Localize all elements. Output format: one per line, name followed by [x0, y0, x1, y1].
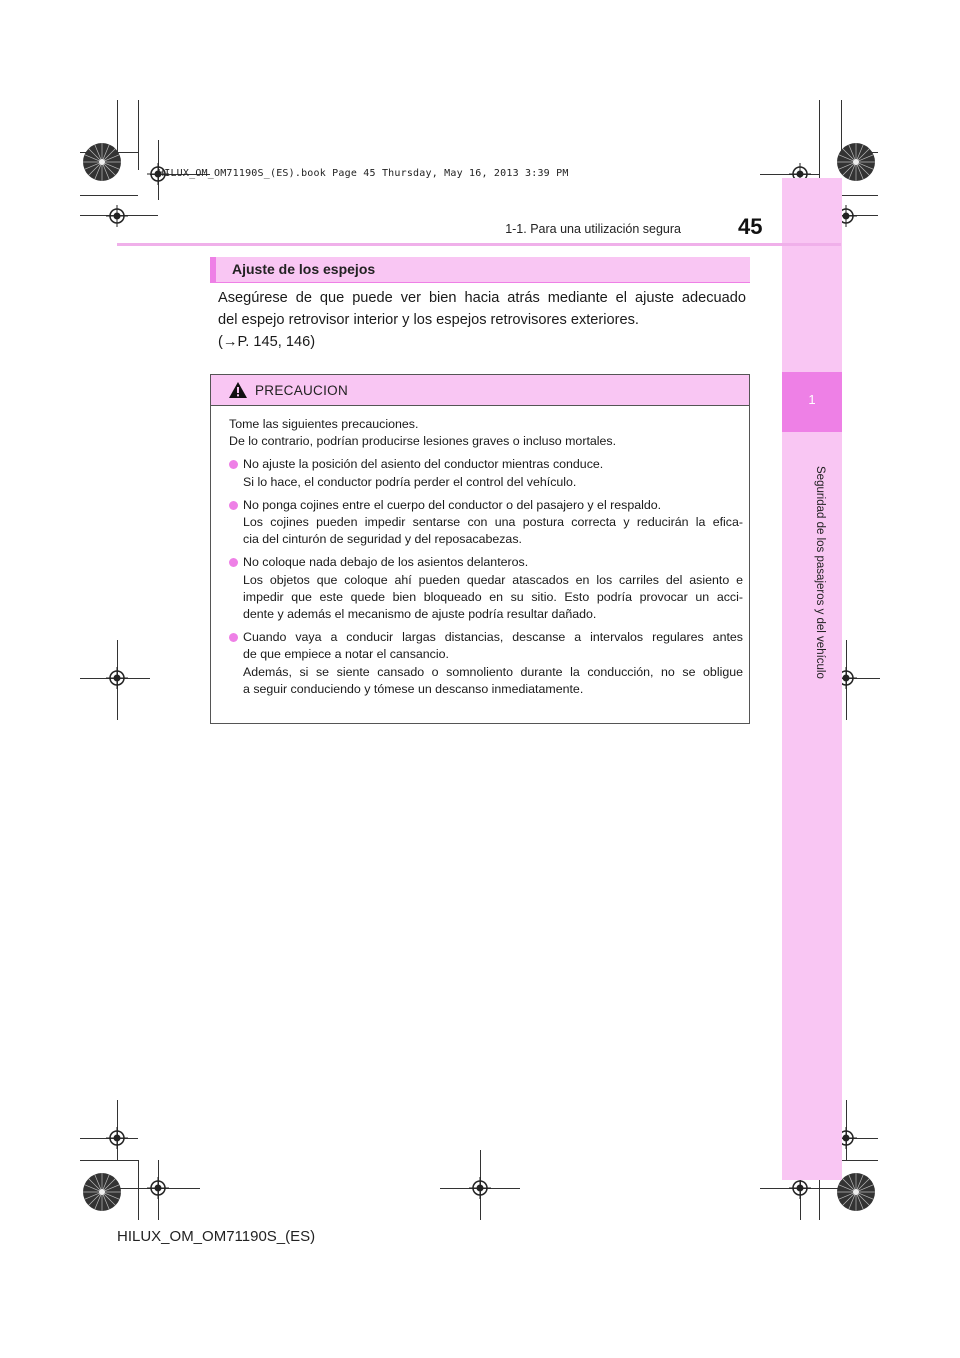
crop-line: [80, 1160, 138, 1161]
registration-mark-icon: [106, 1127, 128, 1149]
sunburst-mark-icon: [82, 142, 122, 182]
page-number: 45: [738, 214, 763, 239]
section-heading: Ajuste de los espejos: [232, 261, 376, 277]
caution-bullet: [229, 554, 743, 623]
bullet-line: a seguir conduciendo y tómese un descanso inmediatamente.: [243, 681, 584, 696]
intro-line: del espejo retrovisor interior y los espejos retrovisores exteriores.: [218, 312, 639, 328]
intro-line: (→P. 145, 146): [218, 334, 316, 350]
caution-header: [211, 375, 749, 406]
bullet-line: Cuando vaya a conducir largas distancias, descanse a intervalos regulares antes: [243, 630, 743, 645]
chapter-label-wrap: [812, 466, 832, 886]
chapter-label: Seguridad de los pasajeros y del vehículo: [814, 466, 826, 679]
book-info-line: HILUX_OM_OM71190S_(ES).book Page 45 Thursday, May 16, 2013 3:39 PM: [158, 168, 569, 179]
crop-line: [80, 195, 138, 196]
registration-mark-icon: [469, 1177, 491, 1199]
bullet-line: No coloque nada debajo de los asientos delanteros.: [243, 555, 529, 570]
header-rule: [117, 243, 841, 246]
caution-bullet: [229, 456, 743, 490]
caution-intro-line: De lo contrario, podrían producirse lesiones graves o incluso mortales.: [229, 434, 617, 449]
crop-line: [841, 195, 878, 196]
caution-body: [229, 416, 743, 698]
footer-code: HILUX_OM_OM71190S_(ES): [117, 1228, 316, 1245]
bullet-line: cia del cinturón de seguridad y del reposacabezas.: [243, 532, 522, 547]
bullet-line: Los cojines pueden impedir sentarse con una postura correcta y reducirán la efica-: [243, 515, 743, 530]
warning-triangle-icon: [228, 381, 248, 399]
caution-bullet: [229, 629, 743, 698]
chapter-number: 1: [808, 392, 816, 407]
sunburst-mark-icon: [836, 142, 876, 182]
bullet-line: Si lo hace, el conductor podría perder el control del vehículo.: [243, 474, 577, 489]
registration-mark-icon: [106, 667, 128, 689]
sunburst-mark-icon: [836, 1172, 876, 1212]
caution-box: [210, 374, 750, 724]
crop-line: [138, 1160, 139, 1220]
bullet-dot-icon: [229, 558, 238, 567]
bullet-line: No ajuste la posición del asiento del conductor mientras conduce.: [243, 457, 604, 472]
intro-line: Asegúrese de que puede ver bien hacia atrás mediante el ajuste adecuado: [218, 290, 746, 306]
bullet-line: No ponga cojines entre el cuerpo del conductor o del pasajero y el respaldo.: [243, 497, 662, 512]
bullet-line: Los objetos que coloque ahí pueden quedar atascados en los carriles del asiento e: [243, 572, 743, 587]
bullet-line: de que empiece a notar el cansancio.: [243, 647, 449, 662]
bullet-dot-icon: [229, 460, 238, 469]
section-heading-box: [210, 257, 750, 283]
caution-title: PRECAUCION: [255, 383, 349, 398]
crop-line: [138, 100, 139, 170]
caution-intro-line: Tome las siguientes precauciones.: [229, 417, 419, 431]
registration-mark-icon: [106, 205, 128, 227]
bullet-dot-icon: [229, 501, 238, 510]
bullet-line: impedir que este quede bien bloqueado en su sitio. Esto podría provocar un acci-: [243, 589, 743, 604]
intro-paragraph: [218, 287, 746, 353]
bullet-line: dente y además el mecanismo de ajuste podría resultar dañado.: [243, 607, 597, 622]
section-title: 1-1. Para una utilización segura: [505, 222, 681, 236]
caution-bullet: [229, 497, 743, 549]
bullet-line: Además, si se siente cansado o somnoliento durante la conducción, no se obligue: [243, 664, 743, 679]
sunburst-mark-icon: [82, 1172, 122, 1212]
registration-mark-icon: [147, 1177, 169, 1199]
registration-mark-icon: [789, 1177, 811, 1199]
bullet-dot-icon: [229, 633, 238, 642]
